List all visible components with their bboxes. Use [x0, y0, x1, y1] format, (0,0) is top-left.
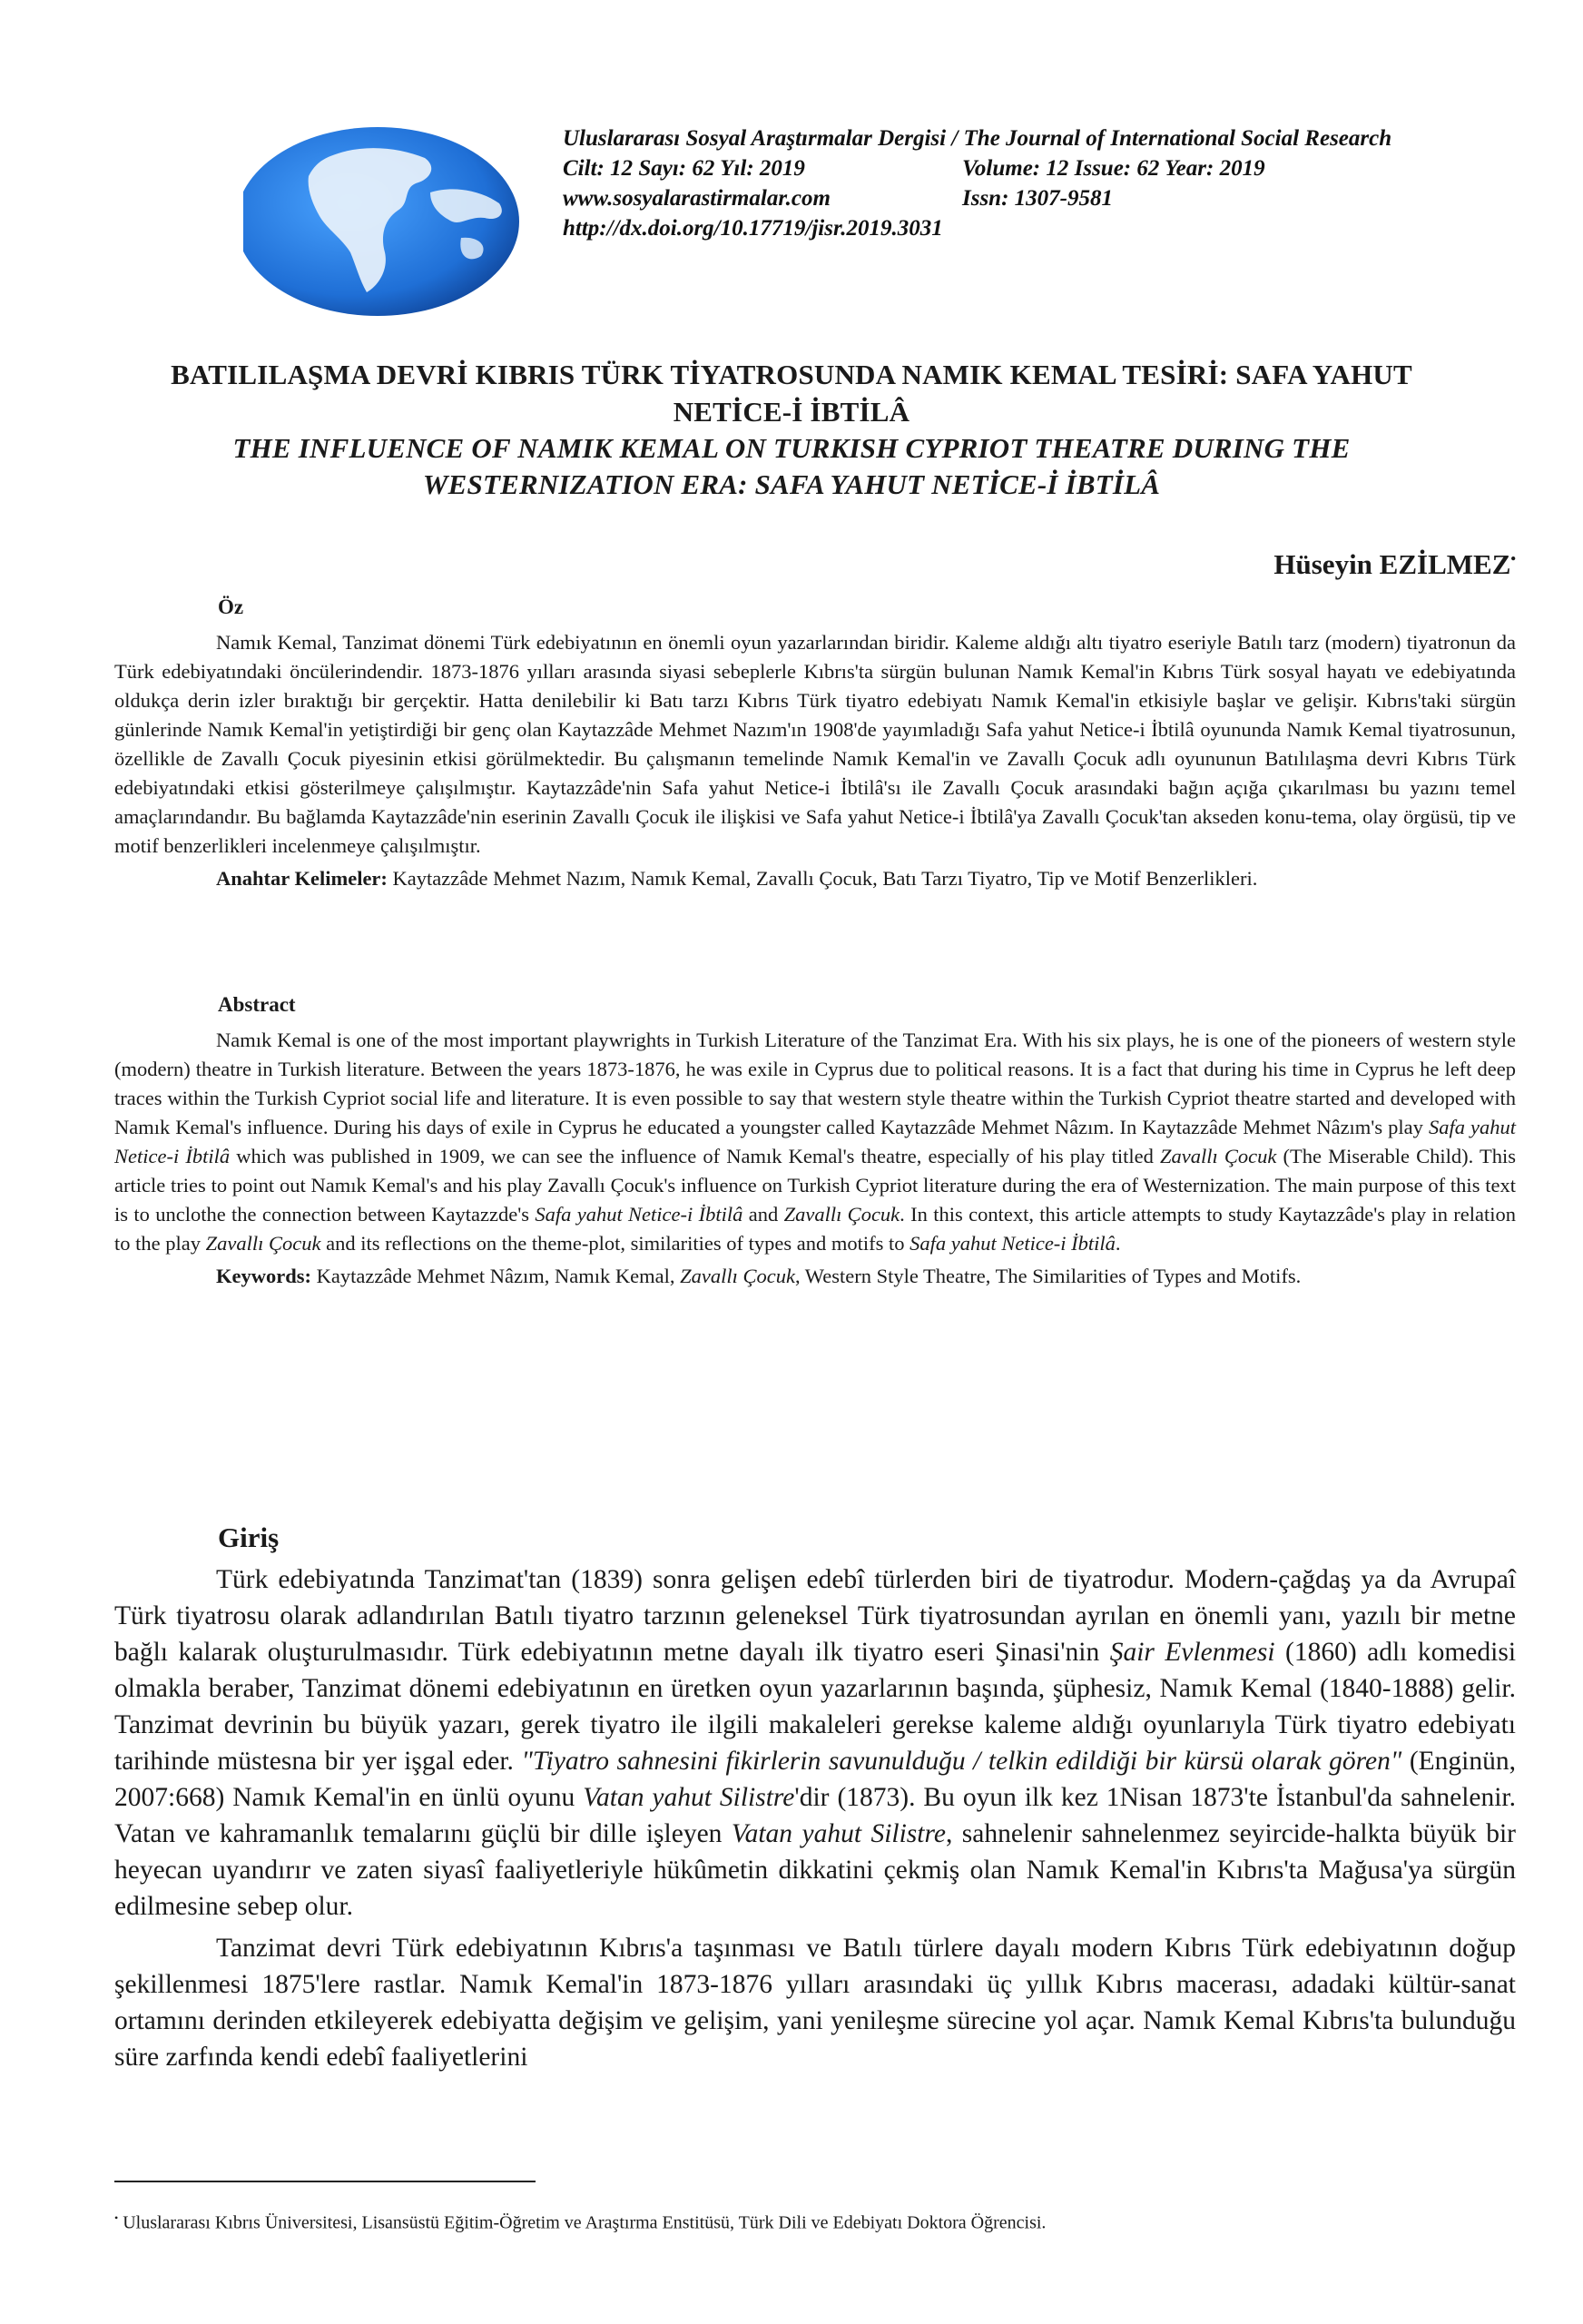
abstract-section — [114, 1026, 1516, 1291]
giris-paragraph-2: Tanzimat devri Türk edebiyatının Kıbrıs'a taşınması ve Batılı türlere dayalı modern Kıbrıs Türk edebiyatının doğup şekillenmesi 1875'lere rastlar. Namık Kemal'in 1873-1876 yılları arasındaki üç yıllık Kıbrıs macerası, adadaki kültür-sanat ortamını derinden etkileyerek edebiyatta değişim ve gelişim, yani yenileşme sürecine yol açar. Namık Kemal Kıbrıs'ta bulunduğu süre zarfında kendi edebî faaliyetlerini — [114, 1934, 1516, 2072]
footnote — [114, 2211, 1046, 2234]
abstract-part: which was published in 1909, we can see the influence of Namık Kemal's theatre, especially of his play titled — [230, 1145, 1160, 1167]
journal-website[interactable]: www.sosyalarastirmalar.com — [563, 186, 831, 211]
title-english-line-1: THE INFLUENCE OF NAMIK KEMAL ON TURKISH CYPRIOT THEATRE DURING THE — [232, 432, 1351, 464]
oz-heading: Öz — [218, 596, 244, 618]
abstract-part: (The Miserable Child). This article tries to point out Namık Kemal's and his play Zavallı Çocuk's influence on Turkish Cypriot literature during the era of Westernization. The main purpose of this text is to unclothe the connection between Kaytazzde's — [114, 1145, 1517, 1226]
abstract-heading: Abstract — [218, 993, 296, 1016]
oz-keywords-text: Kaytazzâde Mehmet Nazım, Namık Kemal, Zavallı Çocuk, Batı Tarzı Tiyatro, Tip ve Motif Benzerlikleri. — [392, 867, 1258, 890]
journal-name: Uluslararası Sosyal Araştırmalar Dergisi / The Journal of International Social Research — [563, 126, 1392, 151]
journal-issue-tr: Cilt: 12 Sayı: 62 Yıl: 2019 — [563, 156, 805, 181]
author-text: Hüseyin EZİLMEZ — [1273, 548, 1511, 580]
paper-titles — [109, 356, 1474, 503]
footnote-mark: • — [114, 2211, 119, 2224]
author-footnote-mark: • — [1510, 551, 1516, 567]
abstract-part: and its reflections on the theme-plot, similarities of types and motifs to — [320, 1232, 910, 1255]
abstract-italic: Safa yahut Netice-i İbtilâ — [535, 1203, 743, 1226]
abstract-italic: Safa yahut Netice-i İbtilâ — [909, 1232, 1116, 1255]
giris-paragraph-1 — [114, 1561, 1516, 1925]
abstract-keywords-label: Keywords: — [216, 1265, 311, 1287]
oz-keywords — [114, 864, 1516, 893]
journal-info — [563, 123, 1470, 243]
journal-globe-logo — [243, 120, 534, 320]
giris-body — [114, 1561, 1516, 2081]
abstract-part: Namık Kemal is one of the most important playwrights in Turkish Literature of the Tanzimat Era. With his six plays, he is one of the pioneers of western style (modern) theatre in Turkish literature. Between the years 1873-1876, he was exile in Cyprus due to political reasons. It is a fact that during his time in Cyprus he left deep traces within the Turkish Cypriot social life and literature. It is even possible to say that western style theatre within the Turkish Cypriot theatre started and developed with Namık Kemal's influence. During his days of exile in Cyprus he educated a youngster called Kaytazzâde Mehmet Nâzım. In Kaytazzâde Mehmet Nâzım's play — [114, 1029, 1516, 1138]
giris-part: Türk edebiyatında Tanzimat'tan (1839) sonra gelişen edebî türlerden biri de tiyatrodur. Modern-çağdaş ya da Avrupaî Türk tiyatrosu olarak adlandırılan Batılı tiyatro tarzının geleneksel Türk tiyatrosundan ayrılan en önemli yanı, yazılı bir metne bağlı kalarak oluşturulmasıdır. Türk edebiyatının metne dayalı ilk tiyatro eseri Şinasi'nin — [114, 1565, 1516, 1667]
giris-italic: Vatan yahut Silistre — [583, 1783, 795, 1812]
giris-italic: Şair Evlenmesi — [1109, 1638, 1275, 1667]
section-heading-giris: Giriş — [218, 1521, 280, 1553]
title-english-line-2: WESTERNIZATION ERA: SAFA YAHUT NETİCE-İ İBTİLÂ — [422, 468, 1161, 500]
abstract-text — [114, 1026, 1516, 1258]
journal-issn: Issn: 1307-9581 — [962, 186, 1113, 211]
oz-keywords-label: Anahtar Kelimeler: — [216, 867, 388, 890]
abstract-italic: Zavallı Çocuk — [783, 1203, 900, 1226]
title-turkish-line-2: NETİCE-İ İBTİLÂ — [673, 396, 910, 428]
abstract-part: and — [742, 1203, 784, 1226]
giris-part: (Enginün, 2007:668) Namık Kemal'in en ünlü oyunu — [114, 1747, 1516, 1812]
giris-part: (1860) adlı komedisi olmakla beraber, Tanzimat dönemi edebiyatının en üretken oyun yazarlarının başında, şüphesiz, Namık Kemal (1840-1888) gelir. Tanzimat devrinin bu büyük yazarı, gerek tiyatro ile ilgili makaleleri gerekse kaleme aldığı oyunlarıyla Türk tiyatro edebiyatı tarihinde müstesna bir yer işgal eder. — [114, 1638, 1517, 1776]
oz-section — [114, 628, 1516, 893]
oz-text: Namık Kemal, Tanzimat dönemi Türk edebiyatının en önemli oyun yazarlarından biridir. Kaleme aldığı altı tiyatro eseriyle Batılı tarz (modern) tiyatronun da Türk edebiyatındaki öncülerindendir. 1873-1876 yılları arasında siyasi sebeplerle Kıbrıs'ta sürgün bulunan Namık Kemal'in Kıbrıs Türk sosyal hayatı ve edebiyatında oldukça derin izler bıraktığı bir gerçektir. Hatta denilebilir ki Batı tarzı Kıbrıs Türk tiyatro edebiyatı Namık Kemal'in etkisiyle başlar ve gelişir. Kıbrıs'taki sürgün günlerinde Namık Kemal'in yetiştirdiği bir genç olan Kaytazzâde Mehmet Nazım'ın 1908'de yayımladığı Safa yahut Netice-i İbtilâ oyununda Namık Kemal tiyatrosunun, özellikle de Zavallı Çocuk piyesinin etkisi görülmektedir. Bu çalışmanın temelinde Namık Kemal'in ve Zavallı Çocuk adlı oyununun Batılılaşma devri Kıbrıs Türk edebiyatındaki etkisi gösterilmeye çalışılmıştır. Kaytazzâde'nin Safa yahut Netice-i İbtilâ'sı ile Zavallı Çocuk arasındaki bağın açığa çıkarılması bu yazını temel amaçlarındandır. Bu bağlamda Kaytazzâde'nin eserinin Zavallı Çocuk ile ilişkisi ve Safa yahut Netice-i İbtilâ'ya Zavallı Çocuk'tan akseden konu-tema, olay örgüsü, tip ve motif benzerlikleri incelenmeye çalışılmıştır. — [114, 631, 1516, 857]
abstract-italic: Zavallı Çocuk — [1160, 1145, 1277, 1167]
abstract-italic: Safa yahut Netice-i İbtilâ — [114, 1116, 1516, 1167]
giris-italic: Vatan yahut Silistre — [731, 1819, 946, 1848]
abstract-keywords — [114, 1262, 1516, 1291]
abstract-italic: Zavallı Çocuk — [205, 1232, 321, 1255]
abstract-keywords-part: Kaytazzâde Mehmet Nâzım, Namık Kemal, — [311, 1265, 681, 1287]
footnote-text: Uluslararası Kıbrıs Üniversitesi, Lisansüstü Eğitim-Öğretim ve Araştırma Enstitüsü, Türk Dili ve Edebiyatı Doktora Öğrencisi. — [123, 2212, 1047, 2233]
abstract-part: . — [1115, 1232, 1121, 1255]
abstract-part: . In this context, this article attempts to study Kaytazzâde's play in relation to the play — [114, 1203, 1517, 1255]
giris-italic: "Tiyatro sahnesini fikirlerin savunulduğu / telkin edildiği bir kürsü olarak gören" — [521, 1747, 1402, 1776]
journal-issue-en: Volume: 12 Issue: 62 Year: 2019 — [962, 156, 1265, 181]
abstract-keywords-italic: Zavallı Çocuk — [680, 1265, 795, 1287]
giris-part: 'dir (1873). Bu oyun ilk kez 1Nisan 1873'te İstanbul'da sahnelenir. Vatan ve kahramanlık temalarını güçlü bir dille işleyen — [114, 1783, 1516, 1848]
title-turkish-line-1: BATILILAŞMA DEVRİ KIBRIS TÜRK TİYATROSUNDA NAMIK KEMAL TESİRİ: SAFA YAHUT — [171, 359, 1412, 390]
giris-part: , sahnelenir sahnelenmez seyircide-halkta büyük bir heyecan uyandırır ve zaten siyasî faaliyetleriyle hükûmetin dikkatini çekmiş olan Namık Kemal'in Kıbrıs'ta Mağusa'ya sürgün edilmesine sebep olur. — [114, 1819, 1517, 1921]
author-name — [1273, 548, 1516, 581]
abstract-keywords-part: , Western Style Theatre, The Similarities of Types and Motifs. — [794, 1265, 1302, 1287]
journal-doi[interactable]: http://dx.doi.org/10.17719/jisr.2019.3031 — [563, 216, 943, 241]
footnote-separator — [114, 2181, 536, 2182]
